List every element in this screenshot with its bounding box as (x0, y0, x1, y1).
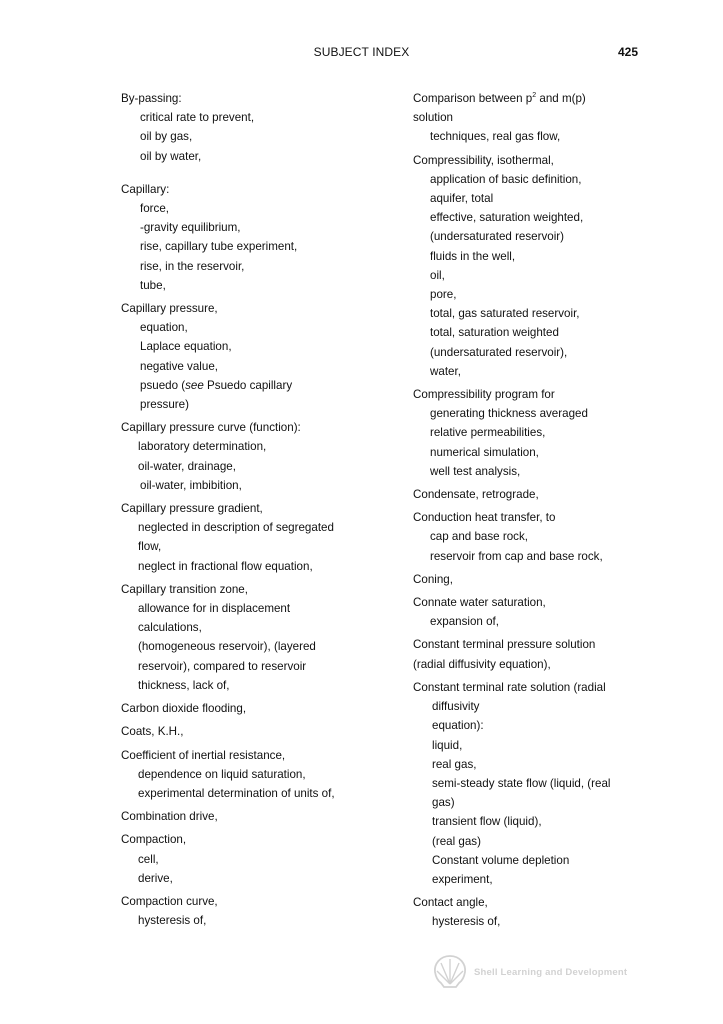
index-entry (121, 89, 381, 166)
index-entry (121, 499, 381, 576)
index-subterm: -gravity equilibrium, (140, 221, 241, 235)
index-subterm: expansion of, (430, 615, 499, 629)
index-subterm: rise, in the reservoir, (140, 259, 245, 273)
psuedo-prefix: psuedo ( (140, 378, 186, 392)
index-subterm: techniques, real gas flow, (430, 130, 561, 144)
index-term: Compressibility, isothermal, (413, 153, 554, 167)
index-term-continuation: (radial diffusivity equation), (413, 657, 551, 671)
index-subterm: oil-water, imbibition, (140, 478, 242, 492)
index-subterm: numerical simulation, (430, 445, 539, 459)
index-subterm: application of basic definition, (430, 172, 582, 186)
index-entry (121, 580, 381, 695)
index-subterm: oil by gas, (140, 130, 193, 144)
index-term: Capillary pressure gradient, (121, 502, 263, 516)
index-subterm: pressure) (140, 398, 189, 412)
index-term: Connate water saturation, (413, 596, 546, 610)
index-term: Compaction, (121, 833, 187, 847)
index-term: Capillary: (121, 182, 170, 196)
index-entry (121, 180, 381, 295)
index-subterm: laboratory determination, (138, 440, 267, 454)
index-term: Coats, K.H., (121, 725, 184, 739)
index-entry (413, 893, 643, 931)
index-term: Carbon dioxide flooding, (121, 702, 247, 716)
index-term (413, 89, 643, 108)
index-subterm: generating thickness averaged (430, 407, 588, 421)
index-subterm: real gas, (432, 757, 477, 771)
index-subterm: well test analysis, (430, 464, 521, 478)
index-subterm: cell, (138, 852, 159, 866)
index-subterm: cap and base rock, (430, 530, 528, 544)
index-subterm: hysteresis of, (138, 914, 207, 928)
index-subterm: neglected in description of segregated (138, 521, 334, 535)
index-subterm: water, (430, 364, 461, 378)
index-term: Coefficient of inertial resistance, (121, 748, 286, 762)
index-subterm: flow, (138, 540, 162, 554)
index-entry (413, 570, 643, 589)
index-subterm: oil, (430, 268, 445, 282)
index-subterm: (undersaturated reservoir) (430, 230, 565, 244)
index-subterm: aquifer, total (430, 192, 494, 206)
index-subterm: gas) (432, 796, 455, 810)
index-subterm: dependence on liquid saturation, (138, 767, 306, 781)
index-entry (121, 746, 381, 804)
index-entry (413, 151, 643, 381)
index-subterm: neglect in fractional flow equation, (138, 559, 313, 573)
index-entry (121, 722, 381, 741)
index-term: Compaction curve, (121, 894, 218, 908)
superscript-two: 2 (532, 92, 537, 99)
index-subterm: Laplace equation, (140, 340, 232, 354)
index-subterm: rise, capillary tube experiment, (140, 240, 298, 254)
index-subterm: total, gas saturated reservoir, (430, 307, 580, 321)
index-subterm: experimental determination of units of, (138, 786, 335, 800)
index-subterm: total, saturation weighted (430, 326, 559, 340)
index-subterm: allowance for in displacement (138, 602, 291, 616)
index-term: Condensate, retrograde, (413, 488, 539, 502)
index-entry (413, 385, 643, 481)
index-entry (121, 830, 381, 888)
index-subterm: thickness, lack of, (138, 678, 230, 692)
index-entry (413, 593, 643, 631)
index-term: Constant terminal rate solution (radial (413, 680, 606, 694)
index-subterm: liquid, (432, 738, 463, 752)
index-subterm: diffusivity (432, 700, 480, 714)
index-term: Compressibility program for (413, 388, 555, 402)
index-entry (413, 635, 643, 673)
index-subterm: reservoir from cap and base rock, (430, 549, 603, 563)
index-term: Capillary pressure, (121, 302, 218, 316)
index-subterm: force, (140, 202, 169, 216)
index-subterm: oil by water, (140, 149, 202, 163)
index-subterm: semi-steady state flow (liquid, (real (432, 776, 611, 790)
index-term: Combination drive, (121, 810, 218, 824)
index-column-left (121, 89, 381, 930)
index-subterm: (undersaturated reservoir), (430, 345, 568, 359)
index-subterm: Constant volume depletion (432, 853, 570, 867)
index-term: Conduction heat transfer, to (413, 511, 556, 525)
index-subterm: tube, (140, 278, 166, 292)
page-number: 425 (617, 45, 638, 59)
index-subterm (121, 376, 381, 395)
index-subterm: calculations, (138, 621, 202, 635)
index-subterm: transient flow (liquid), (432, 815, 542, 829)
index-subterm: effective, saturation weighted, (430, 211, 584, 225)
index-column-right (413, 89, 643, 932)
index-entry (121, 299, 381, 414)
index-subterm: reservoir), compared to reservoir (138, 659, 307, 673)
index-subterm: relative permeabilities, (430, 426, 546, 440)
index-term: Constant terminal pressure solution (413, 638, 596, 652)
index-subterm: experiment, (432, 872, 493, 886)
comparison-text-tail: and m(p) (539, 92, 586, 105)
index-term: Contact angle, (413, 896, 488, 910)
index-subterm: critical rate to prevent, (140, 111, 255, 125)
index-entry (121, 807, 381, 826)
index-entry (121, 892, 381, 930)
index-subterm: oil-water, drainage, (138, 459, 236, 473)
index-subterm: negative value, (140, 359, 218, 373)
see-reference: see (185, 378, 204, 392)
index-subterm: hysteresis of, (432, 915, 501, 929)
index-entry (121, 418, 381, 495)
comparison-text: Comparison between p (413, 92, 533, 105)
index-entry (413, 89, 643, 147)
shell-logo-icon (432, 954, 468, 988)
index-subterm: (real gas) (432, 834, 481, 848)
index-subterm: derive, (138, 871, 173, 885)
index-term: Coning, (413, 572, 453, 586)
index-subterm: equation, (140, 321, 188, 335)
index-subterm: equation): (432, 719, 484, 733)
index-subterm: fluids in the well, (430, 249, 516, 263)
footer-brand: Shell Learning and Development (474, 967, 628, 978)
index-subterm: (homogeneous reservoir), (layered (138, 640, 316, 654)
index-entry (413, 508, 643, 566)
index-term: Capillary transition zone, (121, 582, 248, 596)
index-entry (121, 699, 381, 718)
index-term: By-passing: (121, 92, 182, 105)
psuedo-target: Psuedo capillary (203, 378, 293, 392)
page-title: SUBJECT INDEX (313, 45, 410, 59)
index-subterm: pore, (430, 288, 457, 302)
index-term-continuation: solution (413, 111, 453, 125)
index-entry (413, 485, 643, 504)
index-entry (413, 678, 643, 889)
index-term: Capillary pressure curve (function): (121, 421, 301, 435)
